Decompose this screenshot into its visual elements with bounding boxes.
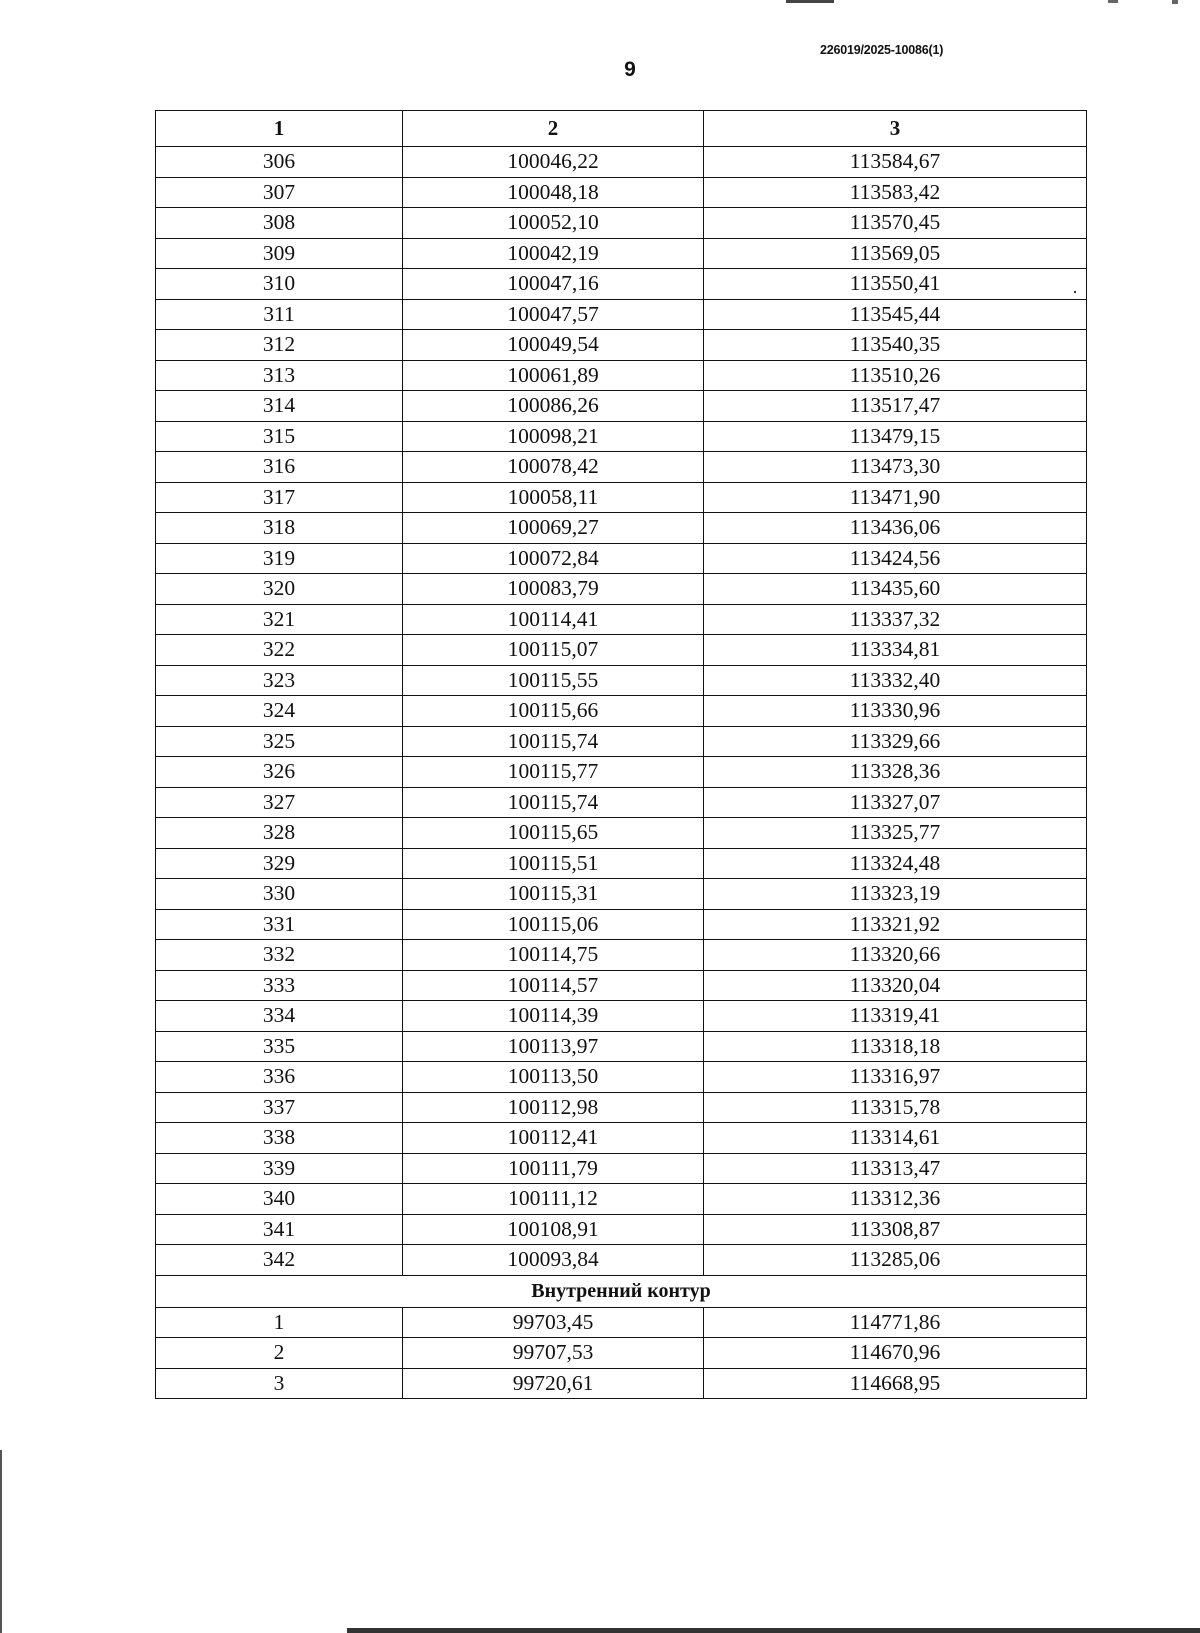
table-row bbox=[156, 909, 1087, 940]
x-coordinate-cell: 100083,79 bbox=[403, 574, 704, 605]
table-body bbox=[156, 147, 1087, 1399]
x-coordinate-cell: 100049,54 bbox=[403, 330, 704, 361]
y-coordinate-cell: 113569,05 bbox=[704, 238, 1087, 269]
y-coordinate-cell: 113315,78 bbox=[704, 1092, 1087, 1123]
x-coordinate-cell: 99707,53 bbox=[403, 1338, 704, 1369]
point-number-cell: 340 bbox=[156, 1184, 403, 1215]
x-coordinate-cell: 100115,31 bbox=[403, 879, 704, 910]
x-coordinate-cell: 100112,41 bbox=[403, 1123, 704, 1154]
table-row bbox=[156, 696, 1087, 727]
point-number-cell: 331 bbox=[156, 909, 403, 940]
point-number-cell: 320 bbox=[156, 574, 403, 605]
x-coordinate-cell: 100115,74 bbox=[403, 787, 704, 818]
point-number-cell: 337 bbox=[156, 1092, 403, 1123]
x-coordinate-cell: 100108,91 bbox=[403, 1214, 704, 1245]
section-row bbox=[156, 1275, 1087, 1307]
point-number-cell: 324 bbox=[156, 696, 403, 727]
table-row bbox=[156, 1092, 1087, 1123]
point-number-cell: 316 bbox=[156, 452, 403, 483]
y-coordinate-cell: 113435,60 bbox=[704, 574, 1087, 605]
x-coordinate-cell: 100113,50 bbox=[403, 1062, 704, 1093]
point-number-cell: 306 bbox=[156, 147, 403, 178]
y-coordinate-cell: 113550,41 bbox=[704, 269, 1087, 300]
x-coordinate-cell: 100047,16 bbox=[403, 269, 704, 300]
table-row bbox=[156, 482, 1087, 513]
table-row bbox=[156, 1368, 1087, 1399]
table-row bbox=[156, 1123, 1087, 1154]
x-coordinate-cell: 100112,98 bbox=[403, 1092, 704, 1123]
x-coordinate-cell: 100115,51 bbox=[403, 848, 704, 879]
table-row bbox=[156, 1307, 1087, 1338]
table-row bbox=[156, 635, 1087, 666]
x-coordinate-cell: 99720,61 bbox=[403, 1368, 704, 1399]
y-coordinate-cell: 113424,56 bbox=[704, 543, 1087, 574]
point-number-cell: 322 bbox=[156, 635, 403, 666]
table-row bbox=[156, 208, 1087, 239]
coordinates-table bbox=[155, 110, 1087, 1399]
x-coordinate-cell: 100114,39 bbox=[403, 1001, 704, 1032]
point-number-cell: 1 bbox=[156, 1307, 403, 1338]
x-coordinate-cell: 100115,66 bbox=[403, 696, 704, 727]
x-coordinate-cell: 100115,65 bbox=[403, 818, 704, 849]
table-row bbox=[156, 421, 1087, 452]
scan-artifact bbox=[786, 0, 834, 3]
table-row bbox=[156, 543, 1087, 574]
table-row bbox=[156, 818, 1087, 849]
x-coordinate-cell: 100078,42 bbox=[403, 452, 704, 483]
scan-artifact bbox=[1108, 0, 1118, 3]
y-coordinate-cell: 113327,07 bbox=[704, 787, 1087, 818]
table-row bbox=[156, 147, 1087, 178]
table-row bbox=[156, 1338, 1087, 1369]
x-coordinate-cell: 100115,06 bbox=[403, 909, 704, 940]
point-number-cell: 308 bbox=[156, 208, 403, 239]
x-coordinate-cell: 100048,18 bbox=[403, 177, 704, 208]
point-number-cell: 310 bbox=[156, 269, 403, 300]
table-row bbox=[156, 879, 1087, 910]
x-coordinate-cell: 100046,22 bbox=[403, 147, 704, 178]
y-coordinate-cell: 113473,30 bbox=[704, 452, 1087, 483]
point-number-cell: 313 bbox=[156, 360, 403, 391]
point-number-cell: 323 bbox=[156, 665, 403, 696]
column-header: 1 bbox=[156, 111, 403, 147]
y-coordinate-cell: 113321,92 bbox=[704, 909, 1087, 940]
table-row bbox=[156, 604, 1087, 635]
point-number-cell: 328 bbox=[156, 818, 403, 849]
point-number-cell: 334 bbox=[156, 1001, 403, 1032]
table-row bbox=[156, 330, 1087, 361]
table-row bbox=[156, 513, 1087, 544]
table-row bbox=[156, 1184, 1087, 1215]
point-number-cell: 336 bbox=[156, 1062, 403, 1093]
y-coordinate-cell: 113320,66 bbox=[704, 940, 1087, 971]
point-number-cell: 327 bbox=[156, 787, 403, 818]
y-coordinate-cell: 114670,96 bbox=[704, 1338, 1087, 1369]
point-number-cell: 332 bbox=[156, 940, 403, 971]
table-header-row bbox=[156, 111, 1087, 147]
y-coordinate-cell: 114771,86 bbox=[704, 1307, 1087, 1338]
y-coordinate-cell: 113570,45 bbox=[704, 208, 1087, 239]
scan-artifact bbox=[347, 1628, 1200, 1633]
y-coordinate-cell: 113328,36 bbox=[704, 757, 1087, 788]
y-coordinate-cell: 113312,36 bbox=[704, 1184, 1087, 1215]
point-number-cell: 319 bbox=[156, 543, 403, 574]
y-coordinate-cell: 113436,06 bbox=[704, 513, 1087, 544]
page-number: 9 bbox=[624, 58, 636, 81]
table-row bbox=[156, 726, 1087, 757]
point-number-cell: 318 bbox=[156, 513, 403, 544]
point-number-cell: 341 bbox=[156, 1214, 403, 1245]
table-row bbox=[156, 665, 1087, 696]
x-coordinate-cell: 100047,57 bbox=[403, 299, 704, 330]
x-coordinate-cell: 100042,19 bbox=[403, 238, 704, 269]
y-coordinate-cell: 113313,47 bbox=[704, 1153, 1087, 1184]
x-coordinate-cell: 100086,26 bbox=[403, 391, 704, 422]
y-coordinate-cell: 113545,44 bbox=[704, 299, 1087, 330]
x-coordinate-cell: 99703,45 bbox=[403, 1307, 704, 1338]
point-number-cell: 325 bbox=[156, 726, 403, 757]
point-number-cell: 312 bbox=[156, 330, 403, 361]
x-coordinate-cell: 100115,74 bbox=[403, 726, 704, 757]
y-coordinate-cell: 113320,04 bbox=[704, 970, 1087, 1001]
table-row bbox=[156, 848, 1087, 879]
column-header: 2 bbox=[403, 111, 704, 147]
y-coordinate-cell: 113318,18 bbox=[704, 1031, 1087, 1062]
x-coordinate-cell: 100111,79 bbox=[403, 1153, 704, 1184]
table-row bbox=[156, 299, 1087, 330]
y-coordinate-cell: 113324,48 bbox=[704, 848, 1087, 879]
x-coordinate-cell: 100061,89 bbox=[403, 360, 704, 391]
y-coordinate-cell: 113540,35 bbox=[704, 330, 1087, 361]
point-number-cell: 2 bbox=[156, 1338, 403, 1369]
scan-artifact bbox=[1172, 0, 1178, 4]
x-coordinate-cell: 100115,77 bbox=[403, 757, 704, 788]
y-coordinate-cell: 113314,61 bbox=[704, 1123, 1087, 1154]
y-coordinate-cell: 113332,40 bbox=[704, 665, 1087, 696]
y-coordinate-cell: 113510,26 bbox=[704, 360, 1087, 391]
table-row bbox=[156, 452, 1087, 483]
point-number-cell: 330 bbox=[156, 879, 403, 910]
y-coordinate-cell: 113517,47 bbox=[704, 391, 1087, 422]
y-coordinate-cell: 113337,32 bbox=[704, 604, 1087, 635]
table-row bbox=[156, 1214, 1087, 1245]
point-number-cell: 311 bbox=[156, 299, 403, 330]
x-coordinate-cell: 100115,55 bbox=[403, 665, 704, 696]
y-coordinate-cell: 113323,19 bbox=[704, 879, 1087, 910]
point-number-cell: 329 bbox=[156, 848, 403, 879]
point-number-cell: 315 bbox=[156, 421, 403, 452]
table-row bbox=[156, 360, 1087, 391]
x-coordinate-cell: 100111,12 bbox=[403, 1184, 704, 1215]
point-number-cell: 333 bbox=[156, 970, 403, 1001]
table-row bbox=[156, 1245, 1087, 1276]
table-row bbox=[156, 757, 1087, 788]
point-number-cell: 342 bbox=[156, 1245, 403, 1276]
y-coordinate-cell: 113479,15 bbox=[704, 421, 1087, 452]
y-coordinate-cell: 113285,06 bbox=[704, 1245, 1087, 1276]
table-row bbox=[156, 1031, 1087, 1062]
y-coordinate-cell: 113583,42 bbox=[704, 177, 1087, 208]
y-coordinate-cell: 113330,96 bbox=[704, 696, 1087, 727]
x-coordinate-cell: 100069,27 bbox=[403, 513, 704, 544]
point-number-cell: 338 bbox=[156, 1123, 403, 1154]
table-row bbox=[156, 269, 1087, 300]
x-coordinate-cell: 100114,57 bbox=[403, 970, 704, 1001]
x-coordinate-cell: 100115,07 bbox=[403, 635, 704, 666]
point-number-cell: 309 bbox=[156, 238, 403, 269]
table-row bbox=[156, 574, 1087, 605]
table-row bbox=[156, 1001, 1087, 1032]
y-coordinate-cell: 113316,97 bbox=[704, 1062, 1087, 1093]
y-coordinate-cell: 113325,77 bbox=[704, 818, 1087, 849]
table-row bbox=[156, 1062, 1087, 1093]
section-title: Внутренний контур bbox=[156, 1275, 1087, 1307]
scan-artifact bbox=[0, 1450, 2, 1633]
y-coordinate-cell: 114668,95 bbox=[704, 1368, 1087, 1399]
x-coordinate-cell: 100093,84 bbox=[403, 1245, 704, 1276]
point-number-cell: 3 bbox=[156, 1368, 403, 1399]
point-number-cell: 335 bbox=[156, 1031, 403, 1062]
table-row bbox=[156, 238, 1087, 269]
x-coordinate-cell: 100114,41 bbox=[403, 604, 704, 635]
point-number-cell: 314 bbox=[156, 391, 403, 422]
x-coordinate-cell: 100052,10 bbox=[403, 208, 704, 239]
y-coordinate-cell: 113471,90 bbox=[704, 482, 1087, 513]
x-coordinate-cell: 100113,97 bbox=[403, 1031, 704, 1062]
table-row bbox=[156, 940, 1087, 971]
table-row bbox=[156, 970, 1087, 1001]
y-coordinate-cell: 113319,41 bbox=[704, 1001, 1087, 1032]
table-row bbox=[156, 177, 1087, 208]
document-number: 226019/2025-10086(1) bbox=[820, 43, 944, 57]
table-row bbox=[156, 391, 1087, 422]
x-coordinate-cell: 100098,21 bbox=[403, 421, 704, 452]
x-coordinate-cell: 100072,84 bbox=[403, 543, 704, 574]
column-header: 3 bbox=[704, 111, 1087, 147]
table-row bbox=[156, 1153, 1087, 1184]
x-coordinate-cell: 100058,11 bbox=[403, 482, 704, 513]
point-number-cell: 307 bbox=[156, 177, 403, 208]
point-number-cell: 326 bbox=[156, 757, 403, 788]
y-coordinate-cell: 113308,87 bbox=[704, 1214, 1087, 1245]
y-coordinate-cell: 113584,67 bbox=[704, 147, 1087, 178]
point-number-cell: 317 bbox=[156, 482, 403, 513]
point-number-cell: 321 bbox=[156, 604, 403, 635]
y-coordinate-cell: 113334,81 bbox=[704, 635, 1087, 666]
point-number-cell: 339 bbox=[156, 1153, 403, 1184]
table-row bbox=[156, 787, 1087, 818]
y-coordinate-cell: 113329,66 bbox=[704, 726, 1087, 757]
x-coordinate-cell: 100114,75 bbox=[403, 940, 704, 971]
